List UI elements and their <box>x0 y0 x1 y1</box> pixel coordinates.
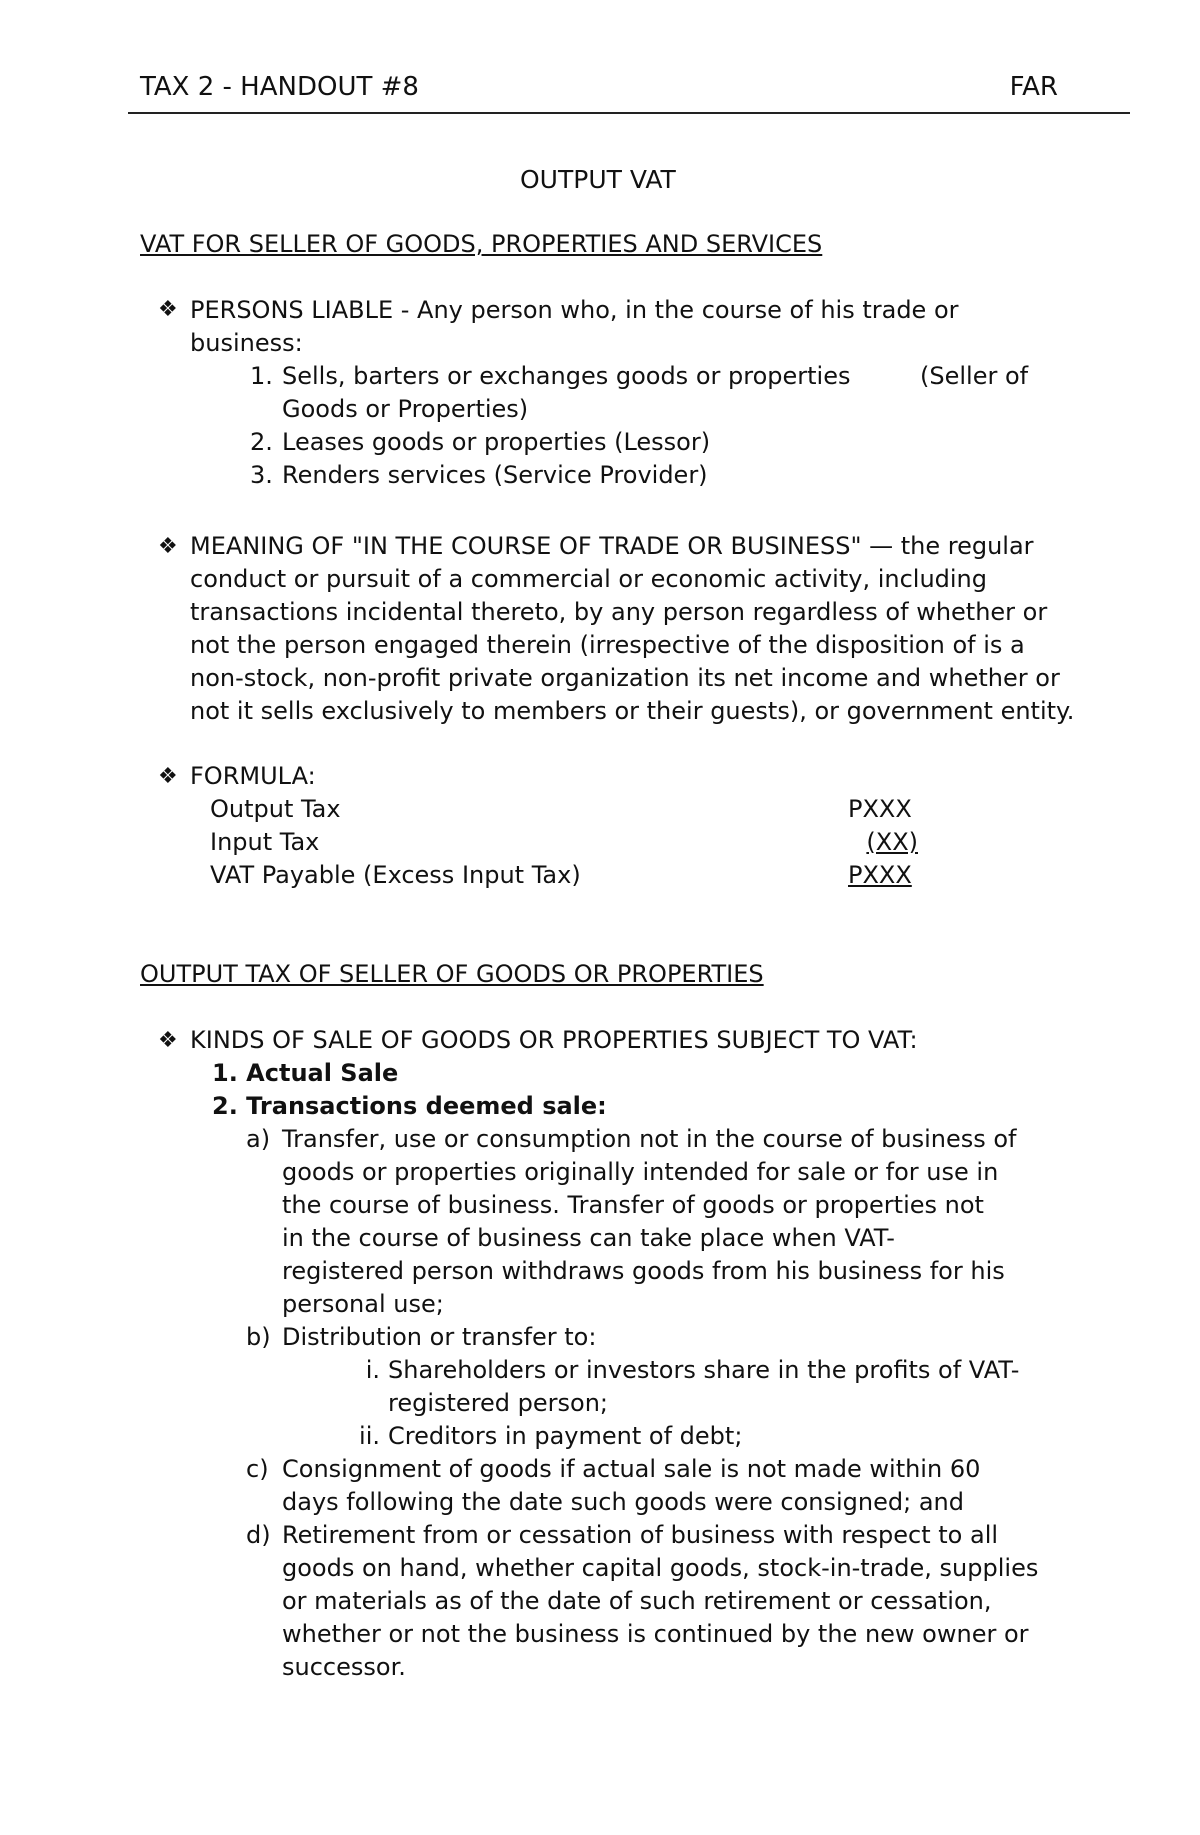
item-c-line: Consignment of goods if actual sale is not made within 60 <box>282 1455 981 1483</box>
page-header <box>128 68 1130 114</box>
item-d-line: goods on hand, whether capital goods, stock-in-trade, supplies <box>282 1554 1039 1582</box>
meaning-line: not the person engaged therein (irrespective of the disposition of is a <box>190 631 1025 659</box>
formula-row-label: Output Tax <box>210 795 341 823</box>
formula-row-value: PXXX <box>848 861 912 889</box>
item-letter: c) <box>246 1455 269 1483</box>
formula-label: FORMULA: <box>190 762 316 790</box>
list-item-text: Goods or Properties) <box>282 395 529 423</box>
meaning-line: MEANING OF "IN THE COURSE OF TRADE OR BUSINESS" — the regular <box>190 532 1034 560</box>
item-d-line: successor. <box>282 1653 406 1681</box>
item-letter: b) <box>246 1323 271 1351</box>
item-a-line: personal use; <box>282 1290 444 1318</box>
formula-row-label: Input Tax <box>210 828 320 856</box>
meaning-line: conduct or pursuit of a commercial or economic activity, including <box>190 565 988 593</box>
sub-item-number: ii. <box>359 1422 380 1450</box>
formula-row-value: PXXX <box>848 795 912 823</box>
item-b-text: Distribution or transfer to: <box>282 1323 597 1351</box>
persons-liable-line2: business: <box>190 329 303 357</box>
bullet-diamond-icon: ❖ <box>158 297 178 322</box>
persons-liable-line1: PERSONS LIABLE - Any person who, in the course of his trade or <box>190 296 959 324</box>
item-d-line: whether or not the business is continued by the new owner or <box>282 1620 1029 1648</box>
item-d-line: or materials as of the date of such retirement or cessation, <box>282 1587 992 1615</box>
list-item-text: (Seller of <box>920 362 1029 390</box>
kind-actual-sale: 1. Actual Sale <box>212 1059 399 1087</box>
item-a-line: registered person withdraws goods from his business for his <box>282 1257 1005 1285</box>
item-c-line: days following the date such goods were consigned; and <box>282 1488 964 1516</box>
item-a-line: in the course of business can take place when VAT- <box>282 1224 895 1252</box>
formula-row-value: (XX) <box>866 828 918 856</box>
formula-row-label: VAT Payable (Excess Input Tax) <box>210 861 581 889</box>
item-a-line: the course of business. Transfer of goods or properties not <box>282 1191 984 1219</box>
list-item-text: Sells, barters or exchanges goods or properties <box>282 362 851 390</box>
kinds-label: KINDS OF SALE OF GOODS OR PROPERTIES SUBJECT TO VAT: <box>190 1026 918 1054</box>
section-heading-vat-seller: VAT FOR SELLER OF GOODS, PROPERTIES AND SERVICES <box>140 230 823 258</box>
list-number: 3. <box>250 461 273 489</box>
bullet-diamond-icon: ❖ <box>158 1028 178 1053</box>
sub-item-number: i. <box>365 1356 380 1384</box>
page-title: OUTPUT VAT <box>520 165 676 194</box>
sub-item-line: registered person; <box>388 1389 609 1417</box>
list-number: 1. <box>250 362 273 390</box>
item-d-line: Retirement from or cessation of business with respect to all <box>282 1521 999 1549</box>
sub-item-line: Shareholders or investors share in the profits of VAT- <box>388 1356 1020 1384</box>
bullet-diamond-icon: ❖ <box>158 534 178 559</box>
sub-item-line: Creditors in payment of debt; <box>388 1422 743 1450</box>
meaning-line: non-stock, non-profit private organization its net income and whether or <box>190 664 1060 692</box>
bullet-diamond-icon: ❖ <box>158 764 178 789</box>
meaning-line: transactions incidental thereto, by any person regardless of whether or <box>190 598 1048 626</box>
kind-deemed-sale: 2. Transactions deemed sale: <box>212 1092 607 1120</box>
list-item-text: Renders services (Service Provider) <box>282 461 708 489</box>
item-letter: d) <box>246 1521 271 1549</box>
list-number: 2. <box>250 428 273 456</box>
item-a-line: goods or properties originally intended for sale or for use in <box>282 1158 999 1186</box>
section-heading-output-tax: OUTPUT TAX OF SELLER OF GOODS OR PROPERTIES <box>140 960 764 988</box>
item-letter: a) <box>246 1125 271 1153</box>
item-a-line: Transfer, use or consumption not in the course of business of <box>282 1125 1017 1153</box>
meaning-line: not it sells exclusively to members or their guests), or government entity. <box>190 697 1075 725</box>
header-title: TAX 2 - HANDOUT #8 <box>140 72 419 102</box>
header-subject: FAR <box>1009 72 1058 102</box>
list-item-text: Leases goods or properties (Lessor) <box>282 428 711 456</box>
